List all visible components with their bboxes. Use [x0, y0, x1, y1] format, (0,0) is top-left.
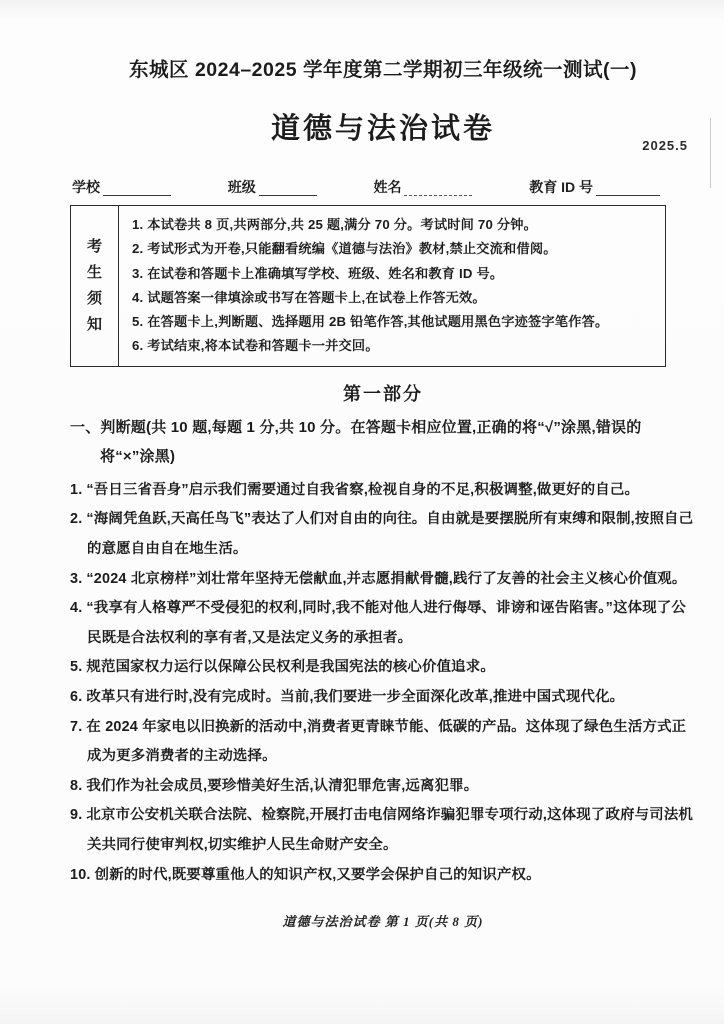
question-10-number: 10.: [70, 866, 91, 883]
question-6-number: 6.: [70, 688, 83, 705]
question-4: [70, 594, 696, 653]
school-label: 学校: [72, 179, 100, 195]
question-7-number: 7.: [70, 718, 83, 735]
notice-item-4: 4. 试题答案一律填涂或书写在答题卡上,在试卷上作答无效。: [132, 289, 486, 305]
question-5: [70, 653, 696, 683]
notice-item-3: 3. 在试卷和答题卡上准确填写学校、班级、姓名和教育 ID 号。: [132, 265, 504, 281]
notice-items: [119, 206, 618, 366]
exam-header: 东城区 2024–2025 学年度第二学期初三年级统一测试(一): [129, 59, 637, 81]
question-5-number: 5.: [70, 659, 83, 676]
school-blank-line: [103, 180, 171, 196]
question-4-text: “我享有人格尊严不受侵犯的权利,同时,我不能对他人进行侮辱、诽谤和诬告陷害。”这体现了公民既是合法权利的享有者,又是法定义务的承担者。: [86, 600, 687, 646]
section-instruction: 一、判断题(共 10 题,每题 1 分,共 10 分。在答题卡相应位置,正确的将“√”涂黑,错误的将“×”涂黑): [70, 418, 642, 465]
question-1: [70, 476, 696, 506]
question-8-text: 我们作为社会成员,要珍惜美好生活,认清犯罪危害,远离犯罪。: [86, 777, 479, 794]
question-4-number: 4.: [70, 600, 83, 617]
notice-side-column: [71, 206, 119, 366]
question-10: [70, 861, 696, 891]
question-8: [70, 772, 696, 802]
notice-item-2: 2. 考试形式为开卷,只能翻看统编《道德与法治》教材,禁止交流和借阅。: [132, 241, 557, 257]
question-2-number: 2.: [70, 511, 83, 528]
question-3-text: “2024 北京榜样”刘壮常年坚持无偿献血,并志愿捐献骨髓,践行了友善的社会主义核心价值观。: [86, 570, 687, 587]
notice-item-6: 6. 考试结束,将本试卷和答题卡一并交回。: [132, 338, 379, 354]
name-blank-line: [404, 180, 472, 196]
notice-item-1: 1. 本试卷共 8 页,共两部分,共 25 题,满分 70 分。考试时间 70 分钟。: [132, 217, 538, 232]
question-9: [70, 801, 696, 860]
question-8-number: 8.: [70, 777, 83, 794]
paper-title: 道德与法治试卷: [270, 113, 495, 145]
name-label: 姓名: [373, 179, 402, 195]
question-7-text: 在 2024 年家电以旧换新的活动中,消费者更青睐节能、低碳的产品。这体现了绿色生活方式正成为更多消费者的主动选择。: [86, 718, 687, 765]
education-id-blank-line: [596, 180, 660, 196]
question-3: [70, 565, 696, 595]
class-blank-line: [259, 180, 317, 196]
question-6-text: 改革只有进行时,没有完成时。当前,我们要进一步全面深化改革,推进中国式现代化。: [86, 688, 625, 705]
notice-item-5: 5. 在答题卡上,判断题、选择题用 2B 铅笔作答,其他试题用黑色字迹签字笔作答。: [132, 314, 609, 330]
question-7: [70, 713, 696, 772]
question-2: [70, 505, 696, 564]
class-field: [228, 178, 317, 196]
question-list: [70, 476, 696, 890]
notice-side-label: 考生须知: [86, 237, 102, 333]
page-footer: 道德与法治试卷 第 1 页(共 8 页): [282, 914, 484, 930]
name-field: [373, 178, 472, 196]
exam-date: 2025.5: [642, 138, 688, 153]
student-info-row: [70, 176, 696, 196]
question-9-number: 9.: [70, 807, 83, 824]
question-9-text: 北京市公安机关联合法院、检察院,开展打击电信网络诈骗犯罪专项行动,这体现了政府与司法机关共同行使审判权,切实维护人民生命财产安全。: [86, 807, 694, 853]
question-6: [70, 683, 696, 713]
scan-artifact-line: [710, 118, 711, 188]
question-1-text: “吾日三省吾身”启示我们需要通过自我省察,检视自身的不足,积极调整,做更好的自己。: [86, 481, 640, 498]
question-10-text: 创新的时代,既要尊重他人的知识产权,又要学会保护自己的知识产权。: [94, 866, 541, 883]
question-2-text: “海阔凭鱼跃,天高任鸟飞”表达了人们对自由的向往。自由就是要摆脱所有束缚和限制,按照自己的意愿自由自在地生活。: [86, 511, 694, 557]
title-row: [70, 109, 696, 153]
class-label: 班级: [227, 179, 256, 195]
part-one-heading: 第一部分: [343, 383, 423, 404]
question-5-text: 规范国家权力运行以保障公民权利是我国宪法的核心价值追求。: [86, 659, 495, 676]
question-3-number: 3.: [70, 570, 83, 587]
candidate-notice-box: [70, 205, 666, 367]
education-id-field: [529, 178, 660, 196]
school-field: [72, 178, 171, 196]
question-1-number: 1.: [70, 481, 83, 498]
education-id-label: 教育 ID 号: [529, 179, 593, 195]
